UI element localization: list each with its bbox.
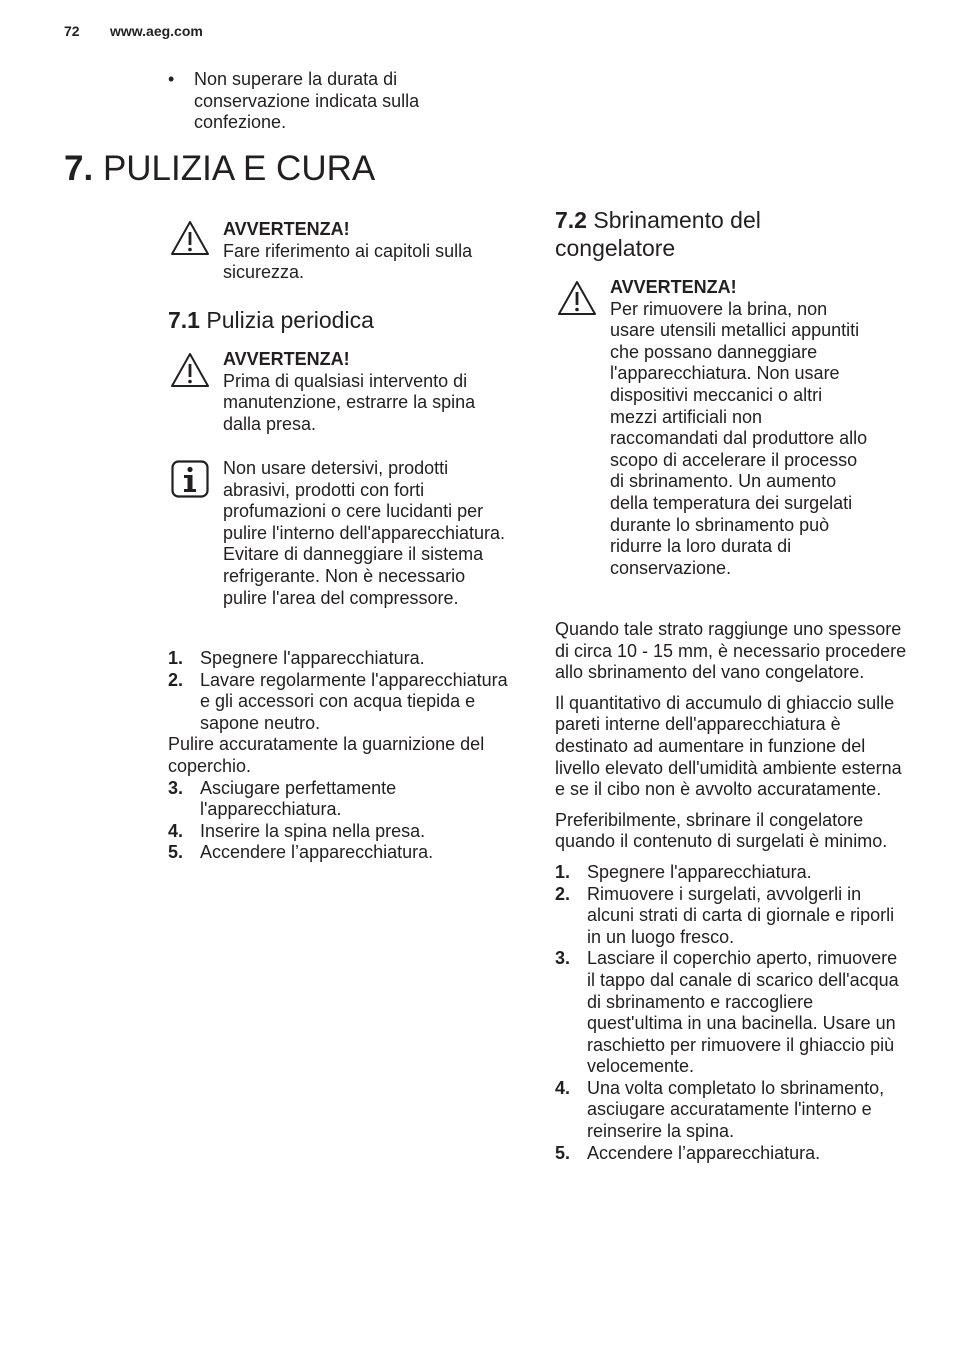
list-item: 2. Rimuovere i surgelati, avvolgerli in alcuni strati di carta di giornale e riporli in un luogo fresco. bbox=[555, 883, 895, 947]
list-item: 2. Lavare regolarmente l'apparecchiatura e gli accessori con acqua tiepida e sapone neutro. bbox=[168, 669, 508, 733]
info-note: Non usare detersivi, prodotti abrasivi, prodotti con forti profumazioni o cere lucidanti per pulire l'interno dell'apparecchiatura. Evitare di danneggiare il sistema refrigerante. Non è necessario pulire l'area del compressore. bbox=[223, 458, 506, 608]
info-icon bbox=[171, 460, 209, 498]
warning-icon bbox=[170, 352, 210, 388]
chapter-title-text: PULIZIA E CURA bbox=[102, 149, 376, 188]
warning-text: Prima di qualsiasi intervento di manutenzione, estrarre la spina dalla presa. bbox=[223, 370, 476, 434]
warning-icon bbox=[557, 280, 597, 316]
list-item: 4. Una volta completato lo sbrinamento, asciugare accuratamente l'interno e reinserire la spina. bbox=[555, 1077, 885, 1142]
section-72-title-text: Sbrinamento del congelatore bbox=[555, 207, 761, 261]
list-item: 5. Accendere l’apparecchiatura. bbox=[168, 842, 434, 863]
chapter-number: 7. bbox=[64, 149, 94, 188]
section-72-number: 7.2 bbox=[555, 207, 587, 233]
paragraph: Preferibilmente, sbrinare il congelatore quando il contenuto di surgelati è minimo. bbox=[555, 809, 888, 852]
list-item: 5. Accendere l’apparecchiatura. bbox=[555, 1142, 821, 1163]
intro-bullet-text: Non superare la durata di conservazione indicata sulla confezione. bbox=[194, 69, 420, 133]
section-71-steps bbox=[168, 648, 518, 864]
section-71-title-text: Pulizia periodica bbox=[206, 307, 374, 333]
section-71-title bbox=[168, 306, 374, 334]
warning-heading: AVVERTENZA! bbox=[223, 219, 350, 239]
warning-text: Fare riferimento ai capitoli sulla sicurezza. bbox=[223, 240, 473, 283]
bullet-marker: • bbox=[168, 69, 175, 89]
warning-icon bbox=[170, 220, 210, 256]
warning-text: Per rimuovere la brina, non usare utensili metallici appuntiti che possano danneggiare l'apparecchiatura. Non usare dispositivi meccanici o altri mezzi artificiali non raccomandati dal produttore allo scopo di accelerare il processo di sbrinamento. Un aumento della temperatura dei surgelati durante lo sbrinamento può ridurre la loro durata di conservazione. bbox=[610, 298, 868, 578]
general-warning bbox=[223, 219, 493, 284]
paragraph: Quando tale strato raggiunge uno spessore di circa 10 - 15 mm, è necessario procedere allo sbrinamento del vano congelatore. bbox=[555, 619, 907, 683]
gasket-note: Pulire accuratamente la guarnizione del coperchio. bbox=[168, 734, 485, 776]
chapter-title bbox=[64, 148, 375, 190]
section-71-warning bbox=[223, 349, 503, 435]
page-number: 72 bbox=[64, 23, 80, 39]
list-item: 1. Spegnere l'apparecchiatura. bbox=[168, 648, 425, 668]
list-item: 1. Spegnere l'apparecchiatura. bbox=[555, 861, 812, 882]
site-url: www.aeg.com bbox=[110, 23, 203, 39]
warning-heading: AVVERTENZA! bbox=[223, 349, 350, 369]
warning-heading: AVVERTENZA! bbox=[610, 277, 737, 297]
list-item: 4. Inserire la spina nella presa. bbox=[168, 820, 426, 841]
section-72-steps bbox=[555, 862, 910, 1164]
paragraph: Il quantitativo di accumulo di ghiaccio sulle pareti interne dell'apparecchiatura è destinato ad aumentare in funzione del livello elevato dell'umidità ambiente esterna e se il cibo non è avvolto accuratamente. bbox=[555, 692, 902, 800]
list-item: 3. Lasciare il coperchio aperto, rimuovere il tappo dal canale di scarico dell'acqua di sbrinamento e raccogliere quest'ultima in una bacinella. Usare un raschietto per rimuovere il ghiaccio più velocemente. bbox=[555, 948, 899, 1077]
list-item: 3. Asciugare perfettamente l'apparecchiatura. bbox=[168, 777, 397, 820]
section-72-body bbox=[555, 619, 910, 1164]
section-72-warning bbox=[610, 277, 868, 579]
section-71-number: 7.1 bbox=[168, 307, 200, 333]
section-72-title bbox=[555, 206, 885, 262]
